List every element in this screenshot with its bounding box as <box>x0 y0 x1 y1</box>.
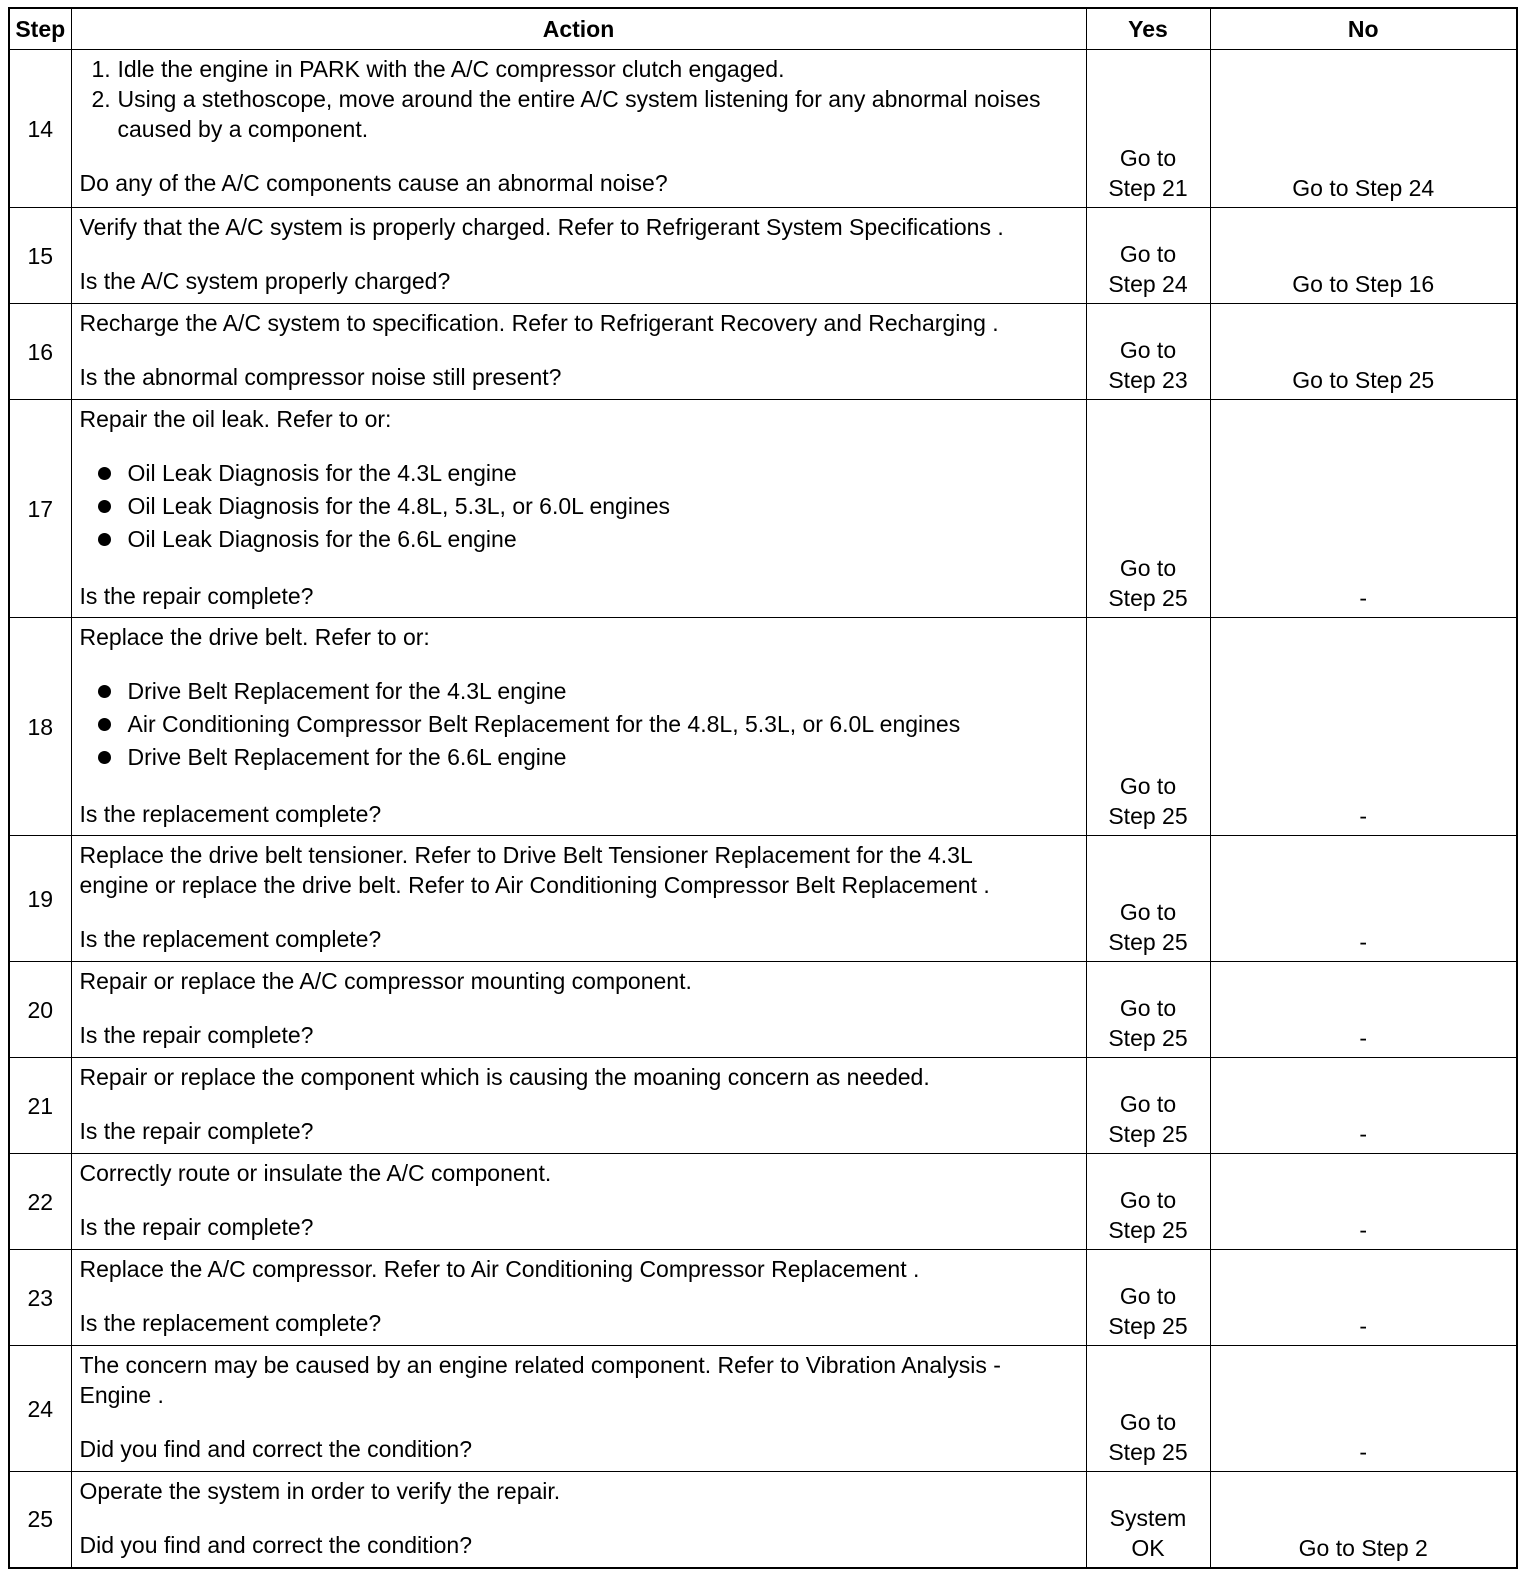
action-cell <box>71 962 1086 1058</box>
table-row <box>9 1472 1517 1568</box>
action-text: Replace the drive belt. Refer to or: <box>79 624 430 650</box>
no-cell: - <box>1210 962 1517 1058</box>
step-number: 23 <box>9 1250 71 1346</box>
yes-cell: Go to Step 25 <box>1086 1154 1210 1250</box>
no-cell: - <box>1210 836 1517 962</box>
yes-cell: Go to Step 25 <box>1086 400 1210 618</box>
table-row <box>9 1250 1517 1346</box>
diagnostic-table-document <box>8 7 1516 1569</box>
bullet-icon <box>98 718 111 731</box>
bullet-list <box>80 676 1080 772</box>
action-text: Operate the system in order to verify the repair. <box>79 1478 561 1504</box>
header-step: Step <box>9 8 71 50</box>
yes-cell: Go to Step 21 <box>1086 50 1210 208</box>
question-text: Is the A/C system properly charged? <box>79 268 451 294</box>
step-number: 15 <box>9 208 71 304</box>
step-number: 16 <box>9 304 71 400</box>
list-item: Air Conditioning Compressor Belt Replacement for the 4.8L, 5.3L, or 6.0L engines <box>128 709 1080 739</box>
action-text: Repair or replace the A/C compressor mounting component. <box>79 968 692 994</box>
action-cell <box>71 1472 1086 1568</box>
list-item: Oil Leak Diagnosis for the 4.3L engine <box>128 458 1080 488</box>
step-number: 21 <box>9 1058 71 1154</box>
table-row <box>9 962 1517 1058</box>
question-text: Is the replacement complete? <box>79 1310 382 1336</box>
yes-cell: Go to Step 25 <box>1086 836 1210 962</box>
question-text: Is the repair complete? <box>79 1214 314 1240</box>
step-number: 17 <box>9 400 71 618</box>
action-text: Correctly route or insulate the A/C component. <box>79 1160 552 1186</box>
table-row <box>9 1058 1517 1154</box>
step-number: 19 <box>9 836 71 962</box>
yes-cell: Go to Step 25 <box>1086 1058 1210 1154</box>
no-cell: - <box>1210 1154 1517 1250</box>
table-row <box>9 1346 1517 1472</box>
numbered-list <box>80 54 1080 144</box>
question-text: Is the repair complete? <box>79 1118 314 1144</box>
action-cell <box>71 50 1086 208</box>
question-text: Is the abnormal compressor noise still present? <box>79 364 562 390</box>
table-header-row <box>9 8 1517 50</box>
yes-cell: System OK <box>1086 1472 1210 1568</box>
header-action: Action <box>71 8 1086 50</box>
action-text: The concern may be caused by an engine related component. Refer to Vibration Analysis - <box>79 1352 1001 1378</box>
question-text: Is the replacement complete? <box>79 926 382 952</box>
table-row <box>9 50 1517 208</box>
table-row <box>9 400 1517 618</box>
question-text: Is the replacement complete? <box>79 801 382 827</box>
action-cell <box>71 1346 1086 1472</box>
action-text: Repair or replace the component which is causing the moaning concern as needed. <box>79 1064 930 1090</box>
action-text: Replace the A/C compressor. Refer to Air Conditioning Compressor Replacement . <box>79 1256 920 1282</box>
table-row <box>9 836 1517 962</box>
list-item: Oil Leak Diagnosis for the 4.8L, 5.3L, or 6.0L engines <box>128 491 1080 521</box>
action-text: engine or replace the drive belt. Refer to Air Conditioning Compressor Belt Replacement . <box>79 872 990 898</box>
step-number: 25 <box>9 1472 71 1568</box>
no-cell: - <box>1210 618 1517 836</box>
no-cell: Go to Step 25 <box>1210 304 1517 400</box>
bullet-icon <box>98 751 111 764</box>
action-text: Recharge the A/C system to specification. Refer to Refrigerant Recovery and Recharging . <box>79 310 999 336</box>
action-cell <box>71 1154 1086 1250</box>
no-cell: Go to Step 2 <box>1210 1472 1517 1568</box>
yes-cell: Go to Step 23 <box>1086 304 1210 400</box>
yes-cell: Go to Step 25 <box>1086 618 1210 836</box>
table-row <box>9 304 1517 400</box>
action-text: Engine . <box>79 1382 164 1408</box>
action-cell <box>71 208 1086 304</box>
action-cell <box>71 1250 1086 1346</box>
action-cell <box>71 304 1086 400</box>
table-row <box>9 618 1517 836</box>
bullet-list <box>80 458 1080 554</box>
action-cell <box>71 1058 1086 1154</box>
table-row <box>9 1154 1517 1250</box>
question-text: Is the repair complete? <box>79 1022 314 1048</box>
bullet-icon <box>98 533 111 546</box>
list-item: Oil Leak Diagnosis for the 6.6L engine <box>128 524 1080 554</box>
list-item: Drive Belt Replacement for the 4.3L engine <box>128 676 1080 706</box>
question-text: Did you find and correct the condition? <box>79 1436 473 1462</box>
no-cell: - <box>1210 1058 1517 1154</box>
list-item: Drive Belt Replacement for the 6.6L engine <box>128 742 1080 772</box>
action-cell <box>71 618 1086 836</box>
yes-cell: Go to Step 25 <box>1086 962 1210 1058</box>
list-item: 1. Idle the engine in PARK with the A/C compressor clutch engaged. <box>91 56 785 82</box>
step-number: 24 <box>9 1346 71 1472</box>
question-text: Is the repair complete? <box>79 583 314 609</box>
action-text: Replace the drive belt tensioner. Refer to Drive Belt Tensioner Replacement for the 4.3L <box>79 842 973 868</box>
yes-cell: Go to Step 25 <box>1086 1346 1210 1472</box>
header-no: No <box>1210 8 1517 50</box>
list-item: 2. Using a stethoscope, move around the entire A/C system listening for any abnormal noises caused by a component. <box>91 86 1041 142</box>
step-number: 22 <box>9 1154 71 1250</box>
no-cell: - <box>1210 400 1517 618</box>
action-cell <box>71 836 1086 962</box>
bullet-icon <box>98 685 111 698</box>
question-text: Do any of the A/C components cause an abnormal noise? <box>79 170 668 196</box>
bullet-icon <box>98 467 111 480</box>
no-cell: Go to Step 24 <box>1210 50 1517 208</box>
step-number: 18 <box>9 618 71 836</box>
no-cell: Go to Step 16 <box>1210 208 1517 304</box>
table-row <box>9 208 1517 304</box>
question-text: Did you find and correct the condition? <box>79 1532 473 1558</box>
step-number: 20 <box>9 962 71 1058</box>
yes-cell: Go to Step 25 <box>1086 1250 1210 1346</box>
no-cell: - <box>1210 1346 1517 1472</box>
bullet-icon <box>98 500 111 513</box>
yes-cell: Go to Step 24 <box>1086 208 1210 304</box>
diagnostic-steps-table <box>8 7 1518 1569</box>
header-yes: Yes <box>1086 8 1210 50</box>
action-text: Verify that the A/C system is properly charged. Refer to Refrigerant System Specifications . <box>79 214 1004 240</box>
action-text: Repair the oil leak. Refer to or: <box>79 406 392 432</box>
step-number: 14 <box>9 50 71 208</box>
action-cell <box>71 400 1086 618</box>
no-cell: - <box>1210 1250 1517 1346</box>
